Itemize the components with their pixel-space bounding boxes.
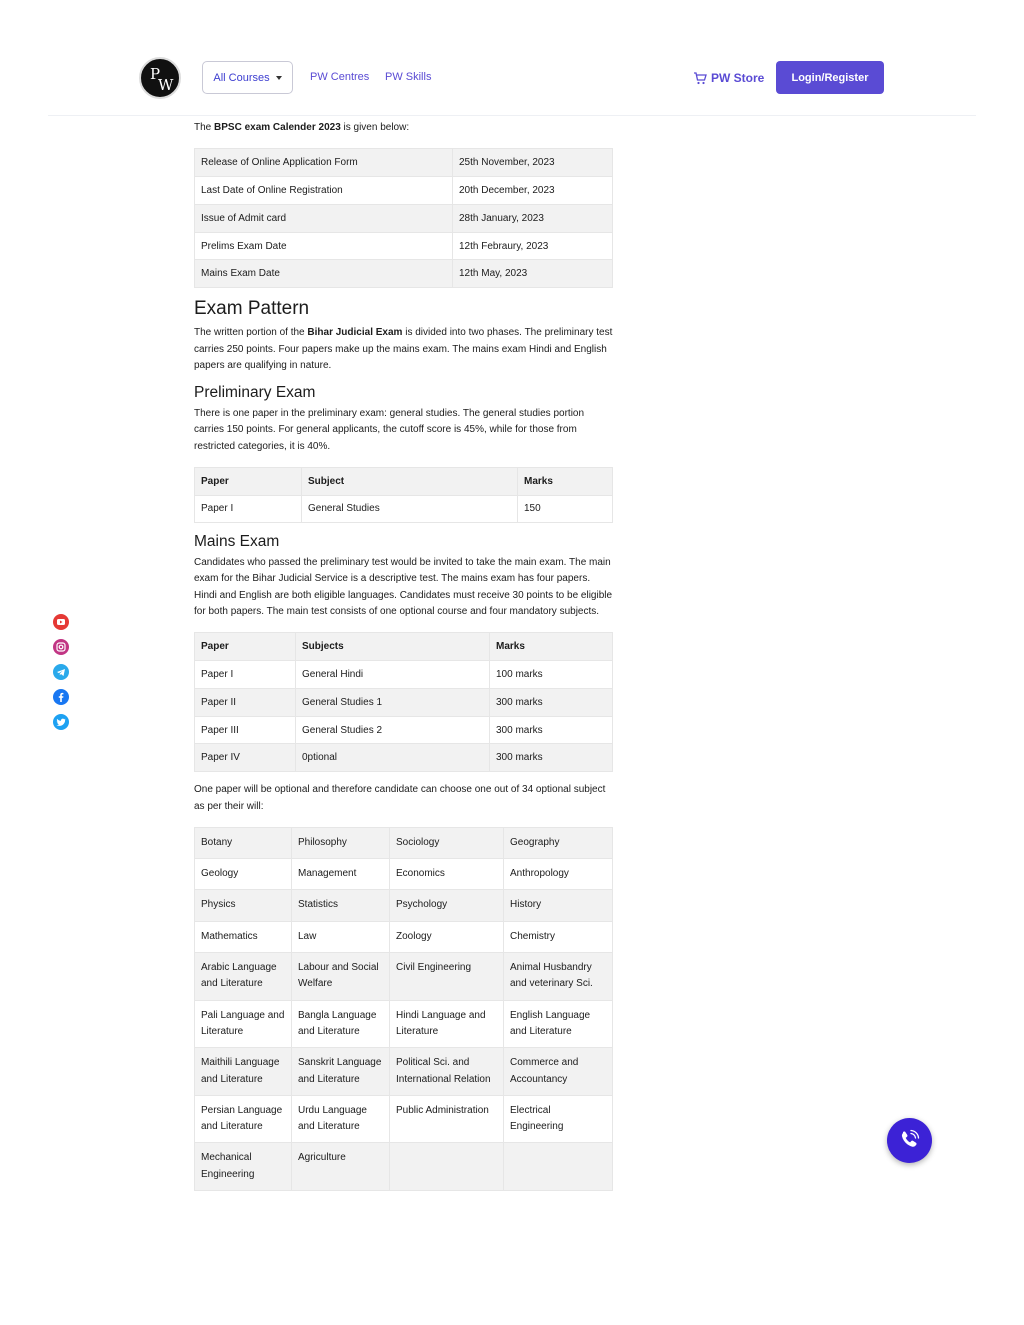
calendar-intro: The BPSC exam Calender 2023 is given below: — [194, 122, 410, 133]
all-courses-dropdown[interactable] — [202, 61, 293, 94]
all-courses-label: All Courses — [213, 71, 270, 84]
pw-store-label: PW Store — [711, 71, 765, 85]
call-button[interactable] — [887, 1118, 932, 1163]
table-row: Paper III General Studies 2 300 marks — [195, 716, 613, 744]
table-header-row: Paper Subjects Marks — [195, 633, 613, 661]
table-row: Persian Language and Literature Urdu Language and Literature Public Administration Electrical Engineering — [195, 1095, 613, 1143]
mains-exam-text: Candidates who passed the preliminary test would be invited to take the main exam. The main exam for the Bihar Judicial Service is a descriptive test. The mains exam has four papers. Hindi and English are both eligible languages. Candidates must receive 30 points to be eligible for both papers. The main test consists of one optional course and four mandatory subjects. — [194, 557, 613, 617]
preliminary-exam-heading: Preliminary Exam — [194, 384, 316, 402]
login-register-button[interactable]: Login/Register — [776, 61, 884, 94]
youtube-icon[interactable] — [53, 614, 69, 630]
table-row: Maithili Language and Literature Sanskrit Language and Literature Political Sci. and International Relation Commerce and Accountancy — [195, 1048, 613, 1096]
nav-link-pw-centres[interactable]: PW Centres — [310, 71, 370, 83]
pw-logo[interactable]: P W — [139, 57, 181, 99]
phone-icon — [887, 1118, 932, 1163]
cart-icon — [693, 72, 707, 85]
table-row: Botany Philosophy Sociology Geography — [195, 827, 613, 858]
preliminary-table — [194, 467, 613, 523]
table-row: Issue of Admit card 28th January, 2023 — [195, 204, 613, 232]
table-row: Geology Management Economics Anthropology — [195, 859, 613, 890]
twitter-icon[interactable] — [53, 714, 69, 730]
table-row: Paper IV 0ptional 300 marks — [195, 744, 613, 772]
optional-intro-text: One paper will be optional and therefore candidate can choose one out of 34 optional subject as per their will: — [194, 784, 606, 812]
nav-link-pw-skills[interactable]: PW Skills — [385, 71, 432, 83]
table-row: Mains Exam Date 12th May, 2023 — [195, 260, 613, 288]
table-row: Release of Online Application Form 25th November, 2023 — [195, 149, 613, 177]
article-content — [194, 116, 613, 1191]
social-sidebar — [53, 614, 71, 739]
table-row: Last Date of Online Registration 20th December, 2023 — [195, 177, 613, 205]
facebook-icon[interactable] — [53, 689, 69, 705]
telegram-icon[interactable] — [53, 664, 69, 680]
table-row: Pali Language and Literature Bangla Language and Literature Hindi Language and Literature English Language and Literature — [195, 1000, 613, 1048]
optional-subjects-table — [194, 827, 613, 1191]
table-row: Mathematics Law Zoology Chemistry — [195, 921, 613, 952]
preliminary-exam-text: There is one paper in the preliminary exam: general studies. The general studies portion carries 150 points. For general applicants, the cutoff score is 45%, while for those from restricted categories, it is 40%. — [194, 408, 585, 452]
mains-table — [194, 632, 613, 772]
table-row: Mechanical Engineering Agriculture — [195, 1143, 613, 1191]
mains-exam-heading: Mains Exam — [194, 533, 280, 551]
site-header — [0, 0, 1024, 116]
exam-pattern-heading: Exam Pattern — [194, 298, 310, 320]
table-row: Paper II General Studies 1 300 marks — [195, 688, 613, 716]
table-row: Paper I General Hindi 100 marks — [195, 661, 613, 689]
calendar-table — [194, 148, 613, 288]
table-row: Physics Statistics Psychology History — [195, 890, 613, 921]
table-row: Paper I General Studies 150 — [195, 495, 613, 523]
table-header-row: Paper Subject Marks — [195, 468, 613, 496]
exam-pattern-text: The written portion of the Bihar Judicial Exam is divided into two phases. The preliminary test carries 250 points. Four papers make up the mains exam. The mains exam Hindi and English papers are qualifying in nature. — [194, 327, 613, 371]
instagram-icon[interactable] — [53, 639, 69, 655]
chevron-down-icon — [276, 76, 282, 80]
table-row: Prelims Exam Date 12th Febraury, 2023 — [195, 232, 613, 260]
pw-store-link[interactable] — [693, 71, 764, 85]
table-row: Arabic Language and Literature Labour and Social Welfare Civil Engineering Animal Husbandry and veterinary Sci. — [195, 953, 613, 1001]
